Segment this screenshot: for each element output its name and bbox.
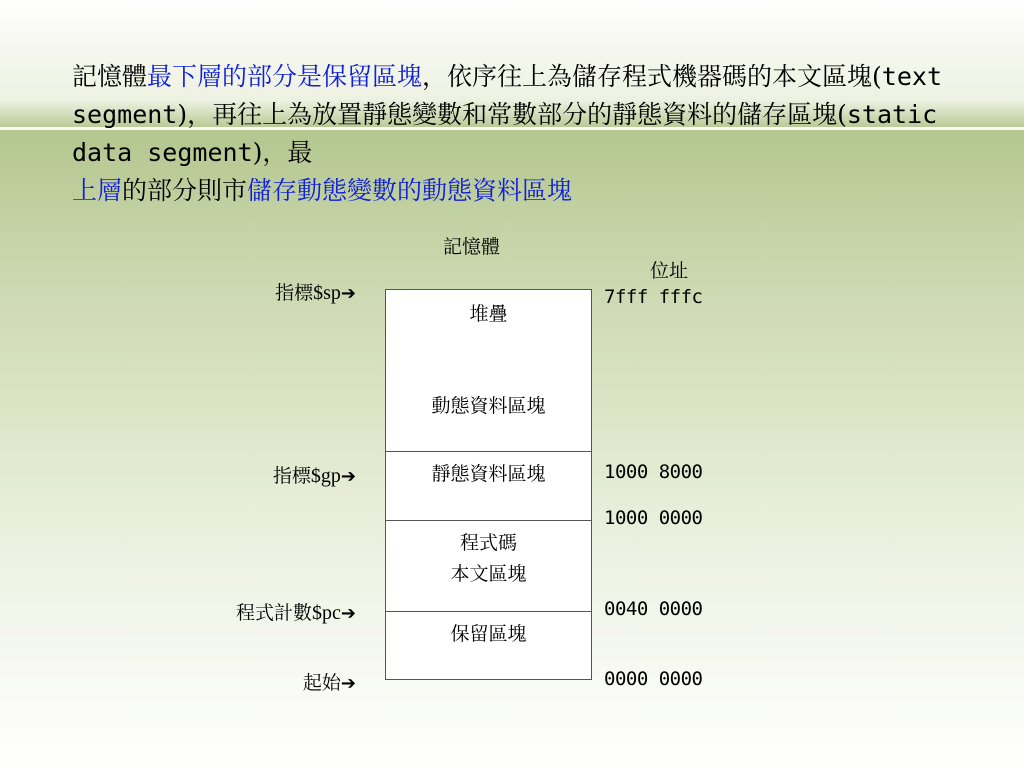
segment-text-line2: 本文區塊 — [450, 563, 527, 585]
diagram-title: 記憶體 — [443, 236, 501, 258]
pointer-gp-label: 指標 — [272, 465, 311, 487]
segment-reserved: 保留區塊 — [450, 623, 527, 645]
para-text-2: ，依序往上為儲存程式機器碼的本文區塊( — [422, 62, 882, 91]
address-top: 7fff fffc — [604, 286, 703, 308]
para-highlight-dynamic: 儲存動態變數的動態資料區塊 — [247, 176, 573, 205]
para-text-1: 記憶體 — [72, 62, 148, 91]
para-text-segment: text segment — [72, 62, 943, 129]
segment-divider — [386, 611, 591, 612]
para-highlight-reserved: 最下層的部分是保留區塊 — [147, 62, 423, 91]
segment-static-data: 靜態資料區塊 — [431, 463, 546, 485]
pointer-pc — [236, 598, 356, 625]
para-text-5: 的部分則市 — [122, 176, 248, 205]
description-paragraph — [72, 58, 972, 210]
segment-divider — [386, 451, 591, 452]
address-text-start: 0040 0000 — [604, 598, 703, 620]
pointer-sp-label: 指標 — [275, 282, 314, 304]
arrow-right-icon: ➔ — [340, 283, 356, 304]
segment-text-line1: 程式碼 — [459, 532, 517, 554]
para-highlight-top: 上層 — [72, 176, 123, 205]
address-zero: 0000 0000 — [604, 668, 703, 690]
segment-dynamic-data: 動態資料區塊 — [431, 395, 546, 417]
memory-map — [385, 289, 592, 680]
address-title: 位址 — [650, 260, 689, 282]
segment-divider — [386, 520, 591, 521]
arrow-right-icon: ➔ — [340, 466, 356, 487]
pointer-pc-label: 程式計數 — [236, 602, 313, 624]
pointer-start — [303, 668, 356, 695]
pointer-gp — [273, 461, 356, 488]
arrow-right-icon: ➔ — [340, 603, 356, 624]
arrow-right-icon: ➔ — [340, 673, 356, 694]
pointer-pc-reg: $pc — [312, 602, 341, 624]
pointer-start-label: 起始 — [302, 672, 341, 694]
pointer-gp-reg: $gp — [310, 465, 341, 487]
para-text-4: )，最 — [252, 138, 313, 167]
para-static-segment: static data segment — [72, 100, 938, 167]
pointer-sp-reg: $sp — [313, 282, 341, 304]
address-data-start: 1000 0000 — [604, 507, 703, 529]
segment-stack: 堆疊 — [469, 303, 508, 325]
para-text-3: )，再往上為放置靜態變數和常數部分的靜態資料的儲存區塊( — [177, 100, 847, 129]
pointer-sp — [275, 278, 356, 305]
address-gp: 1000 8000 — [604, 461, 703, 483]
